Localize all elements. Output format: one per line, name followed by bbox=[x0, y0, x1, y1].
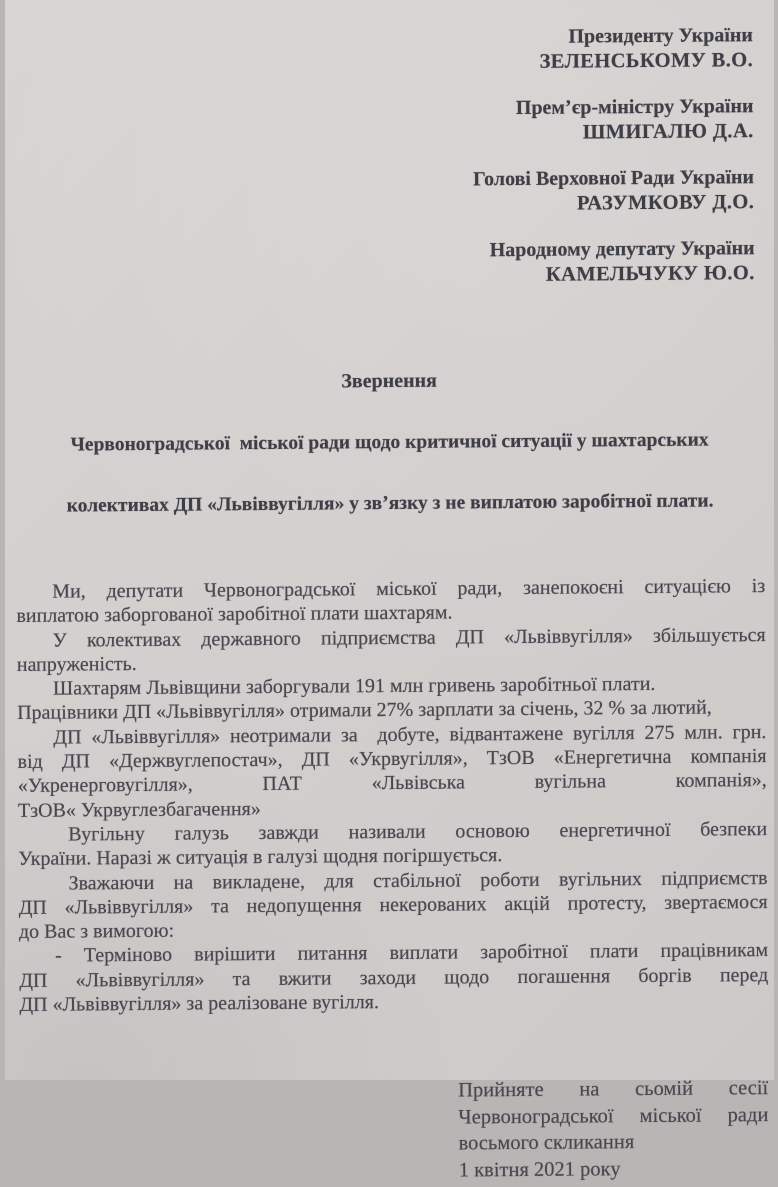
recipient-name: ЗЕЛЕНСЬКОМУ В.О. bbox=[538, 49, 753, 73]
body-line: до Вас з вимогою: bbox=[18, 919, 174, 944]
recipient-name: ШМИГАЛЮ Д.А. bbox=[582, 120, 754, 144]
recipient-role: Народному депутату України bbox=[489, 237, 755, 262]
recipient-block-president bbox=[436, 23, 752, 75]
body-line: ДП «Львіввугілля» неотримали за добуте, відвантажене вугілля 275 млн. грн. bbox=[52, 720, 766, 749]
paragraph bbox=[16, 623, 765, 677]
document-title bbox=[14, 330, 765, 555]
footer-line: восьмого скликання bbox=[458, 1131, 634, 1155]
footer-line: Прийняте на сьомій сесії bbox=[457, 1077, 768, 1102]
body-line: ТзОВ« Укрвуглезбагачення» bbox=[17, 797, 261, 822]
paragraph bbox=[18, 866, 768, 945]
body-line: ДП «Львіввугілля» та недопущення некерованих акцій протесту, звертаємося bbox=[18, 890, 768, 919]
footer-date: 1 квітня 2021 року bbox=[458, 1158, 621, 1182]
recipient-list bbox=[436, 23, 754, 288]
paragraph bbox=[17, 720, 767, 823]
paragraph bbox=[16, 671, 765, 725]
body-line: У колективах державного підприємства ДП «Львіввугілля» збільшується bbox=[52, 623, 766, 652]
title-heading: Звернення bbox=[340, 369, 437, 393]
recipient-block-rada-chairman bbox=[437, 165, 753, 217]
body-line: виплатою заборгованої заробітної плати шахтарям. bbox=[15, 601, 453, 628]
paragraph-demand bbox=[19, 938, 769, 1017]
document-body bbox=[16, 574, 768, 1017]
recipient-role: Президенту України bbox=[567, 24, 753, 48]
recipient-name: КАМЕЛЬЧУКУ Ю.О. bbox=[545, 262, 755, 286]
recipient-name: РАЗУМКОВУ Д.О. bbox=[576, 191, 754, 215]
footer-line: Червоноградської міської ради bbox=[457, 1103, 768, 1129]
body-line: ДП «Львіввугілля» та вжити заходи щодо погашення боргів перед bbox=[18, 963, 768, 992]
body-line: Шахтарям Львівщини заборгували 191 млн гривень заробітньої плати. bbox=[52, 673, 655, 700]
body-line: «Укренерговугілля», ПАТ «Львівська вугільна компанія», bbox=[17, 769, 767, 798]
paragraph bbox=[18, 817, 767, 871]
recipient-role: Прем’єр-міністру України bbox=[515, 95, 754, 119]
adoption-note bbox=[458, 1075, 769, 1183]
recipient-block-deputy bbox=[438, 236, 754, 288]
body-line: від ДП «Держвуглепостач», ДП «Укрвугілля», ТзОВ «Енергетична компанія bbox=[16, 745, 767, 774]
body-line: Працівники ДП «Львіввугілля» отримали 27% зарплати за січень, 32 % за лютий, bbox=[16, 696, 712, 725]
title-line: Червоноградської міської ради щодо критичної ситуації у шахтарських bbox=[69, 429, 709, 456]
body-line: - Терміново вирішити питання виплати заробітної плати працівникам bbox=[54, 939, 768, 968]
recipient-block-prime-minister bbox=[437, 94, 753, 146]
body-line: Зважаючи на викладене, для стабільної роботи вугільних підприємств bbox=[67, 866, 768, 895]
body-line: ДП «Львіввугілля» за реалізоване вугілля. bbox=[18, 991, 379, 1016]
body-line: Вугільну галузь завжди називали основою енергетичної безпеки bbox=[67, 818, 767, 846]
body-line: Ми, депутати Червоноградської міської ради, занепокоєні ситуацією із bbox=[51, 575, 765, 603]
recipient-role: Голові Верховної Ради України bbox=[472, 166, 754, 191]
title-line: колективах ДП «Львіввугілля» у зв’язку з не виплатою заробітної плати. bbox=[66, 490, 714, 517]
paragraph bbox=[16, 574, 765, 628]
scanned-document-photo bbox=[5, 0, 774, 1182]
body-line: напруженість. bbox=[16, 652, 137, 676]
document-sheet bbox=[1, 0, 778, 1182]
body-line: України. Наразі ж ситуація в галузі щодня погіршується. bbox=[17, 844, 502, 871]
